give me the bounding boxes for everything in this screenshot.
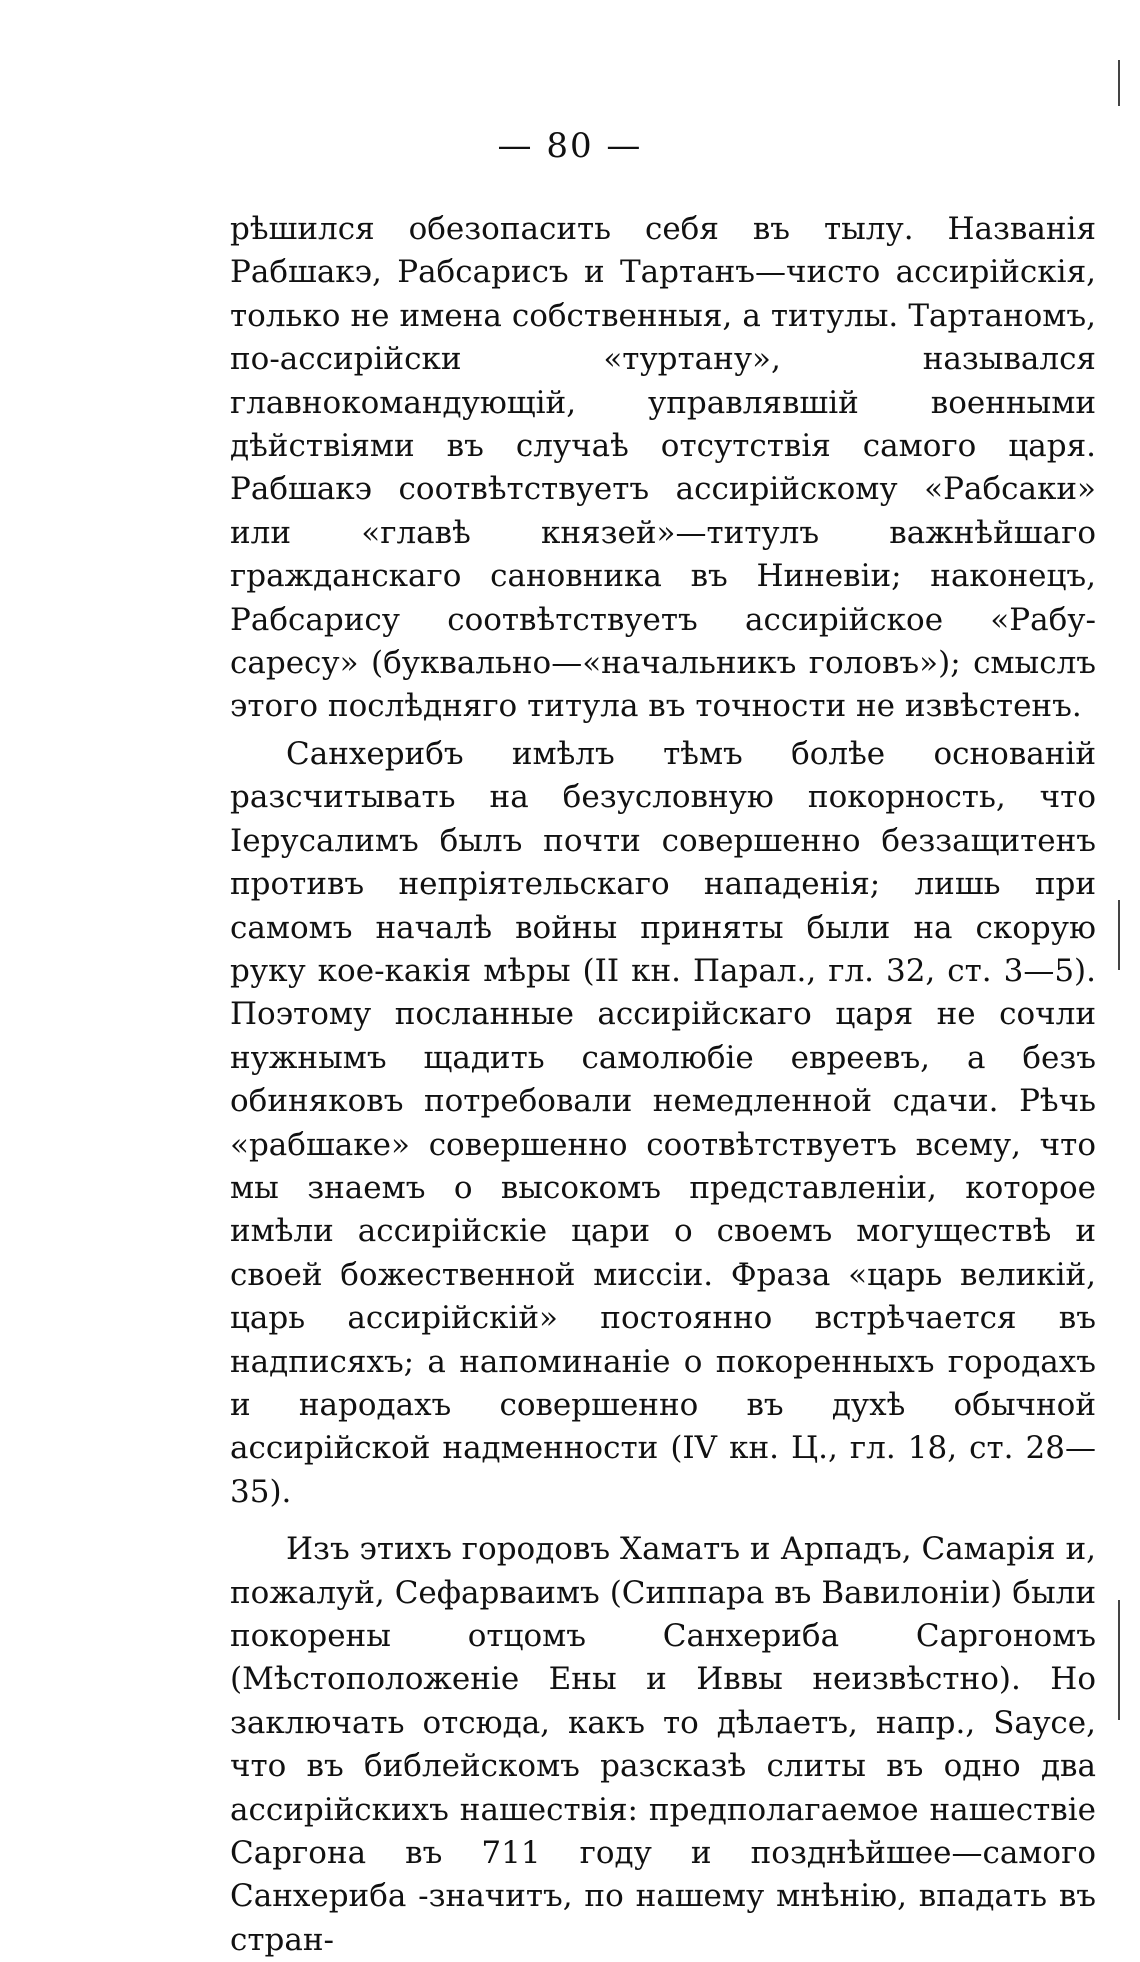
page-edge-mark-top [1118,60,1120,106]
page-edge-mark-bottom [1118,1600,1120,1720]
page-edge-mark-mid [1118,900,1120,970]
page-body-text [230,208,1096,1962]
paragraph-2: Санхерибъ имѣлъ тѣмъ болѣе основаній разсчитывать на безусловную покорность, что Іерусалимъ былъ почти совершенно беззащитенъ противъ непріятельскаго нападенія; лишь при самомъ началѣ войны приняты были на скорую руку кое-какія мѣры (II кн. Парал., гл. 32, ст. 3—5). Поэтому посланные ассирійскаго царя не сочли нужнымъ щадить самолюбіе евреевъ, а безъ обиняковъ потребовали немедленной сдачи. Рѣчь «рабшаке» совершенно соотвѣтствуетъ всему, что мы знаемъ о высокомъ представленіи, которое имѣли ассирійскіе цари о своемъ могуществѣ и своей божественной миссіи. Фраза «царь великій, царь ассирійскій» постоянно встрѣчается въ надписяхъ; а напоминаніе о покоренныхъ городахъ и народахъ совершенно въ духѣ обычной ассирійской надменности (IV кн. Ц., гл. 18, ст. 28—35). [230,735,1096,1510]
page-number: — 80 — [497,126,643,166]
paragraph-3: Изъ этихъ городовъ Хаматъ и Арпадъ, Самарія и, пожалуй, Сефарваимъ (Сиппара въ Вавилоніи) были покорены отцомъ Санхериба Саргономъ (Мѣстоположеніе Ены и Иввы неизвѣстно). Но заключать отсюда, какъ то дѣлаетъ, напр., Sayce, что въ библейскомъ разсказѣ слиты въ одно два ассирійскихъ нашествія: предполагаемое нашествіе Саргона въ 711 году и позднѣйшее—самого Санхериба -значитъ, по нашему мнѣнію, впадать въ стран- [230,1531,1096,1958]
paragraph-1: рѣшился обезопасить себя въ тылу. Названія Рабшакэ, Рабсарисъ и Тартанъ—чисто ассирійскія, только не имена собственныя, а титулы. Тартаномъ, по-ассирійски «туртану», назывался главнокомандующій, управлявшій военными дѣйствіями въ случаѣ отсутствія самого царя. Рабшакэ соотвѣтствуетъ ассирійскому «Рабсаки» или «главѣ князей»—титулъ важнѣйшаго гражданскаго сановника въ Ниневіи; наконецъ, Рабсарису соотвѣтствуетъ ассирійское «Рабу-саресу» (буквально—«начальникъ головъ»); смыслъ этого послѣдняго титула въ точности не извѣстенъ. [230,211,1096,725]
